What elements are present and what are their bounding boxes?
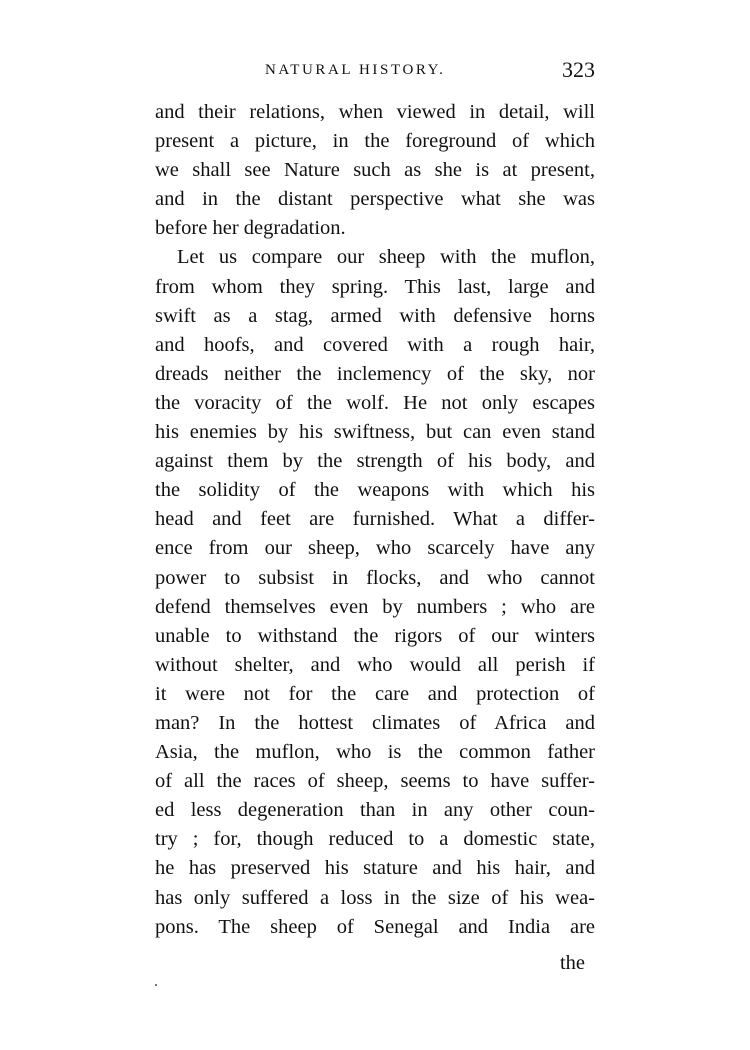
page-number: 323	[562, 57, 595, 82]
text-line: present a picture, in the foreground of which	[155, 130, 595, 153]
text-line: and in the distant perspective what she was	[155, 188, 595, 211]
text-line: swift as a stag, armed with defensive horns	[155, 304, 595, 327]
text-line: his enemies by his swiftness, but can even stand	[155, 421, 595, 444]
text-line: of all the races of sheep, seems to have suffer-	[155, 770, 595, 793]
text-line: Let us compare our sheep with the muflon,	[177, 246, 595, 269]
running-head	[155, 57, 595, 90]
text-line: defend themselves even by numbers ; who are	[155, 595, 595, 618]
text-line: and hoofs, and covered with a rough hair,	[155, 333, 595, 356]
text-line: from whom they spring. This last, large and	[155, 275, 595, 298]
catchword: the	[559, 952, 585, 974]
ink-speck	[155, 984, 157, 986]
text-line: man? In the hottest climates of Africa and	[155, 711, 595, 734]
text-line: try ; for, though reduced to a domestic state,	[155, 828, 595, 851]
text-line: ence from our sheep, who scarcely have any	[155, 537, 595, 560]
running-title: NATURAL HISTORY.	[265, 62, 446, 78]
text-line: power to subsist in flocks, and who cannot	[155, 566, 595, 589]
text-line: he has preserved his stature and his hair, and	[155, 857, 595, 880]
text-line: against them by the strength of his body, and	[155, 450, 595, 473]
text-line: it were not for the care and protection of	[155, 682, 595, 705]
text-line: and their relations, when viewed in detail, will	[155, 101, 595, 123]
text-line: the solidity of the weapons with which his	[155, 479, 595, 502]
text-line: has only suffered a loss in the size of his wea-	[155, 886, 595, 909]
text-line: without shelter, and who would all perish if	[155, 653, 595, 676]
text-line: dreads neither the inclemency of the sky, nor	[155, 362, 595, 385]
text-line: unable to withstand the rigors of our winters	[155, 624, 595, 647]
text-line: ed less degeneration than in any other coun-	[155, 799, 595, 822]
body-text	[155, 98, 595, 942]
text-line: Asia, the muflon, who is the common father	[155, 741, 595, 764]
text-line: we shall see Nature such as she is at present,	[155, 159, 595, 182]
text-line: head and feet are furnished. What a differ-	[155, 508, 595, 531]
text-line: pons. The sheep of Senegal and India are	[155, 915, 595, 938]
text-line: the voracity of the wolf. He not only escapes	[155, 391, 595, 414]
text-line: before her degradation.	[155, 217, 346, 240]
